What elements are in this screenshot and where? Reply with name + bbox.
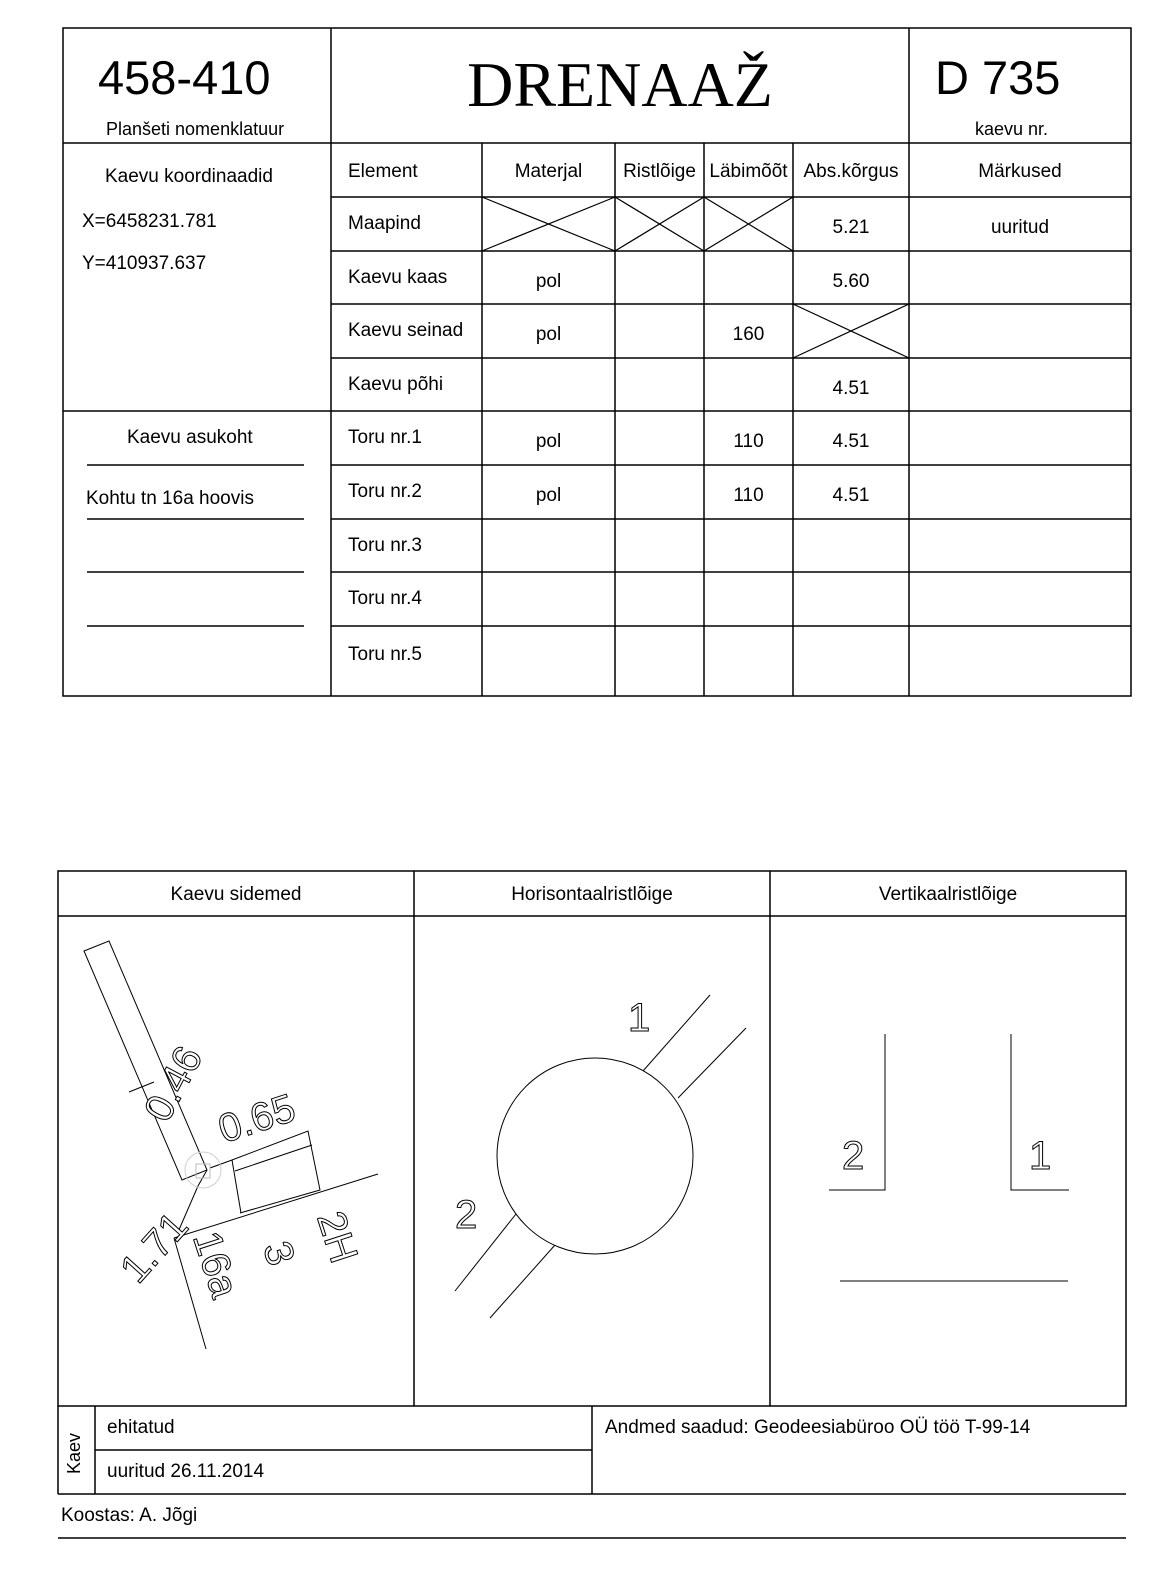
cell-element: Maapind [348, 213, 421, 234]
horizontal-section-sketch [455, 995, 746, 1318]
well-number: D 735 [935, 51, 1061, 104]
sheet-number-label: Planšeti nomenklatuur [106, 119, 285, 139]
cell-elevation: 4.51 [832, 431, 870, 452]
cell-material: pol [535, 431, 562, 452]
well-number-label: kaevu nr. [975, 119, 1049, 139]
pipe-label: 2 [842, 1134, 865, 1178]
coordinate-y: Y=410937.637 [82, 253, 207, 274]
house-number-label: 3 [254, 1236, 303, 1271]
column-header-notes: Märkused [978, 161, 1062, 182]
column-header-diameter: Läbimõõt [709, 161, 788, 182]
column-header-element: Element [348, 161, 418, 182]
horizontal-section-title: Horisontaalristlõige [511, 884, 673, 905]
column-header-cross-section: Ristlõige [623, 161, 696, 182]
house-number-label: 2H [308, 1206, 366, 1269]
pipe-label: 1 [628, 996, 651, 1040]
cell-element: Kaevu seinad [348, 320, 464, 341]
location-line: Kohtu tn 16a hoovis [86, 488, 254, 509]
cell-element: Toru nr.3 [348, 534, 422, 556]
distance-label: 0.65 [213, 1085, 301, 1152]
cell-elevation: 4.51 [832, 377, 870, 399]
cell-diameter: 110 [733, 485, 764, 506]
coordinates-title: Kaevu koordinaadid [105, 166, 273, 187]
cell-elevation: 5.60 [832, 270, 870, 292]
distance-label: 1.71 [112, 1204, 197, 1292]
column-header-material: Materjal [514, 161, 583, 182]
cell-elevation: 5.21 [832, 217, 870, 238]
cell-element: Kaevu põhi [348, 373, 444, 395]
built-status: ehitatud [107, 1417, 175, 1438]
cell-material: pol [535, 324, 562, 345]
cell-element: Toru nr.1 [348, 427, 422, 448]
cell-notes: uuritud [990, 217, 1050, 238]
cell-element: Toru nr.4 [348, 588, 422, 609]
cell-material: pol [535, 485, 562, 506]
cell-element: Toru nr.5 [348, 644, 422, 665]
column-header-elevation: Abs.kõrgus [803, 161, 899, 182]
cell-element: Toru nr.2 [348, 481, 422, 502]
author: Koostas: A. Jõgi [61, 1505, 198, 1526]
sheet-number: 458-410 [98, 51, 271, 104]
location-title: Kaevu asukoht [127, 427, 253, 448]
cell-diameter: 110 [733, 431, 764, 452]
pipe-label: 1 [1029, 1134, 1052, 1178]
pipe-label: 2 [455, 1193, 478, 1237]
side-label: Kaev [64, 1432, 84, 1474]
distance-label: 0.46 [136, 1039, 212, 1129]
data-source: Andmed saadud: Geodeesiabüroo OÜ töö T-99-14 [605, 1417, 1031, 1438]
surveyed-status: uuritud 26.11.2014 [107, 1461, 265, 1482]
vertical-section-title: Vertikaalristlõige [878, 884, 1018, 905]
cell-diameter: 160 [732, 324, 765, 345]
cell-material: pol [535, 270, 562, 292]
sidemed-title: Kaevu sidemed [170, 884, 302, 905]
coordinate-x: X=6458231.781 [82, 211, 217, 232]
cell-elevation: 4.51 [832, 485, 870, 506]
house-number-label: 16a [184, 1226, 247, 1304]
cell-element: Kaevu kaas [348, 266, 448, 288]
page-title: DRENAAŽ [467, 49, 773, 120]
